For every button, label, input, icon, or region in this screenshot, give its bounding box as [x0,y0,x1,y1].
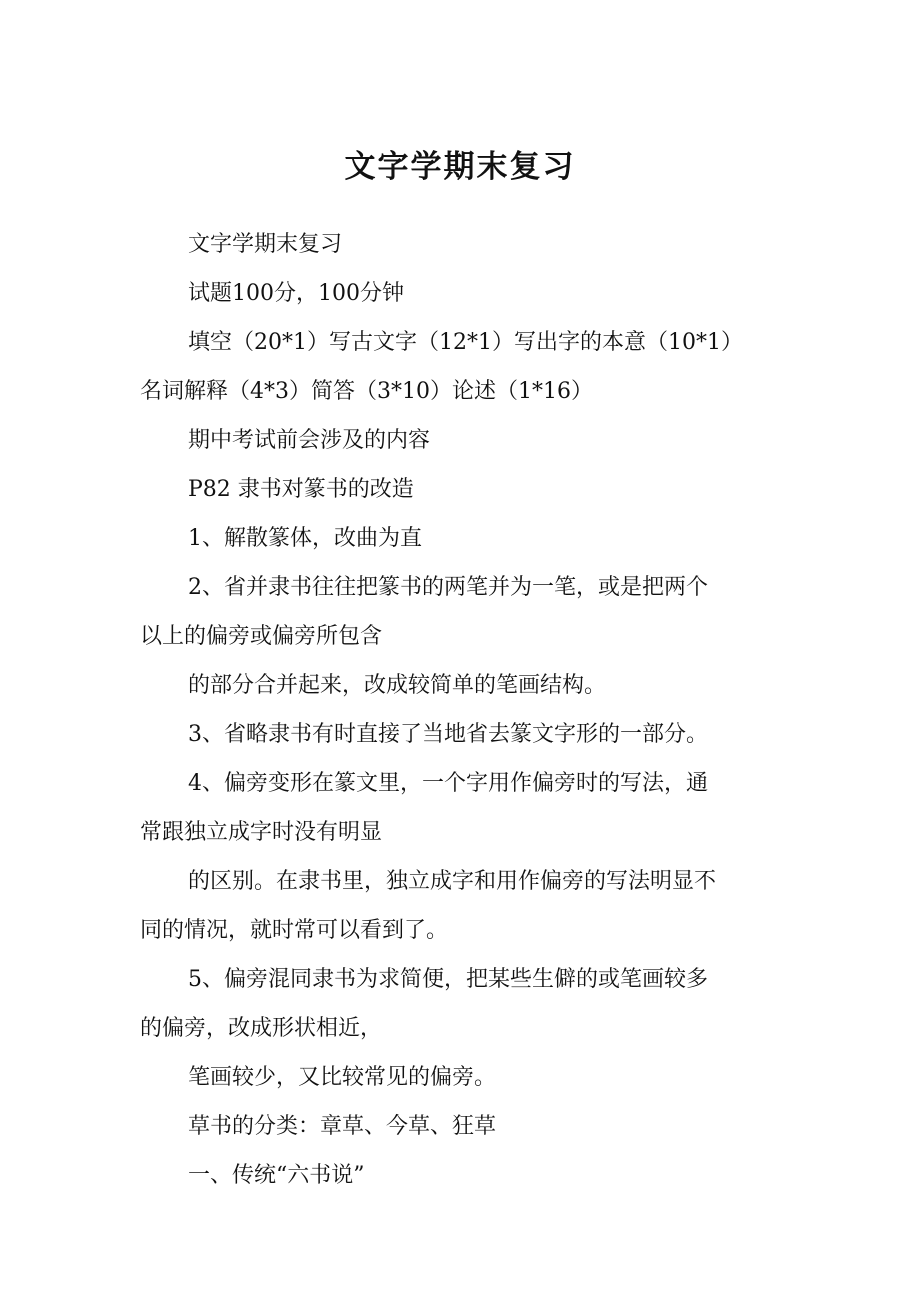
paragraph-line: 试题100分，100分钟 [188,281,404,306]
paragraph [140,563,804,661]
paragraph-line: 4、偏旁变形在篆文里，一个字用作偏旁时的写法，通 [188,771,708,796]
paragraph [140,661,804,710]
paragraph-line: 名词解释（4*3）简答（3*10）论述（1*16） [140,379,593,404]
paragraph [140,269,804,318]
paragraph [140,759,804,857]
paragraph [140,1102,804,1151]
paragraph-line: 期中考试前会涉及的内容 [188,428,431,453]
paragraph-line: 1、解散篆体，改曲为直 [188,526,422,551]
paragraph-line: 填空（20*1）写古文字（12*1）写出字的本意（10*1） [188,330,743,355]
paragraph [140,416,804,465]
paragraph-line: 2、省并隶书往往把篆书的两笔并为一笔，或是把两个 [188,575,708,600]
paragraph-line: 的偏旁，改成形状相近， [140,1016,383,1041]
paragraph [140,318,804,416]
paragraph-line: 一、传统“六书说” [188,1163,365,1188]
paragraph-line: P82 隶书对篆书的改造 [188,477,414,502]
paragraph-line: 的部分合并起来，改成较简单的笔画结构。 [188,673,607,698]
paragraph-line: 的区别。在隶书里，独立成字和用作偏旁的写法明显不 [188,869,717,894]
paragraph-line: 常跟独立成字时没有明显 [140,820,383,845]
paragraph [140,710,804,759]
paragraph [140,220,804,269]
paragraph [140,1053,804,1102]
paragraph [140,465,804,514]
document-body [140,220,804,1200]
paragraph-line: 5、偏旁混同隶书为求简便，把某些生僻的或笔画较多 [188,967,708,992]
paragraph [140,955,804,1053]
document-title: 文字学期末复习 [344,149,576,185]
paragraph-line: 同的情况，就时常可以看到了。 [140,918,449,943]
paragraph [140,514,804,563]
paragraph-line: 文字学期末复习 [188,232,343,257]
paragraph [140,1151,804,1200]
paragraph-line: 以上的偏旁或偏旁所包含 [140,624,383,649]
paragraph-line: 草书的分类：章草、今草、狂草 [188,1114,497,1139]
paragraph-line: 笔画较少，又比较常见的偏旁。 [188,1065,497,1090]
paragraph [140,857,804,955]
paragraph-line: 3、省略隶书有时直接了当地省去篆文字形的一部分。 [188,722,708,747]
